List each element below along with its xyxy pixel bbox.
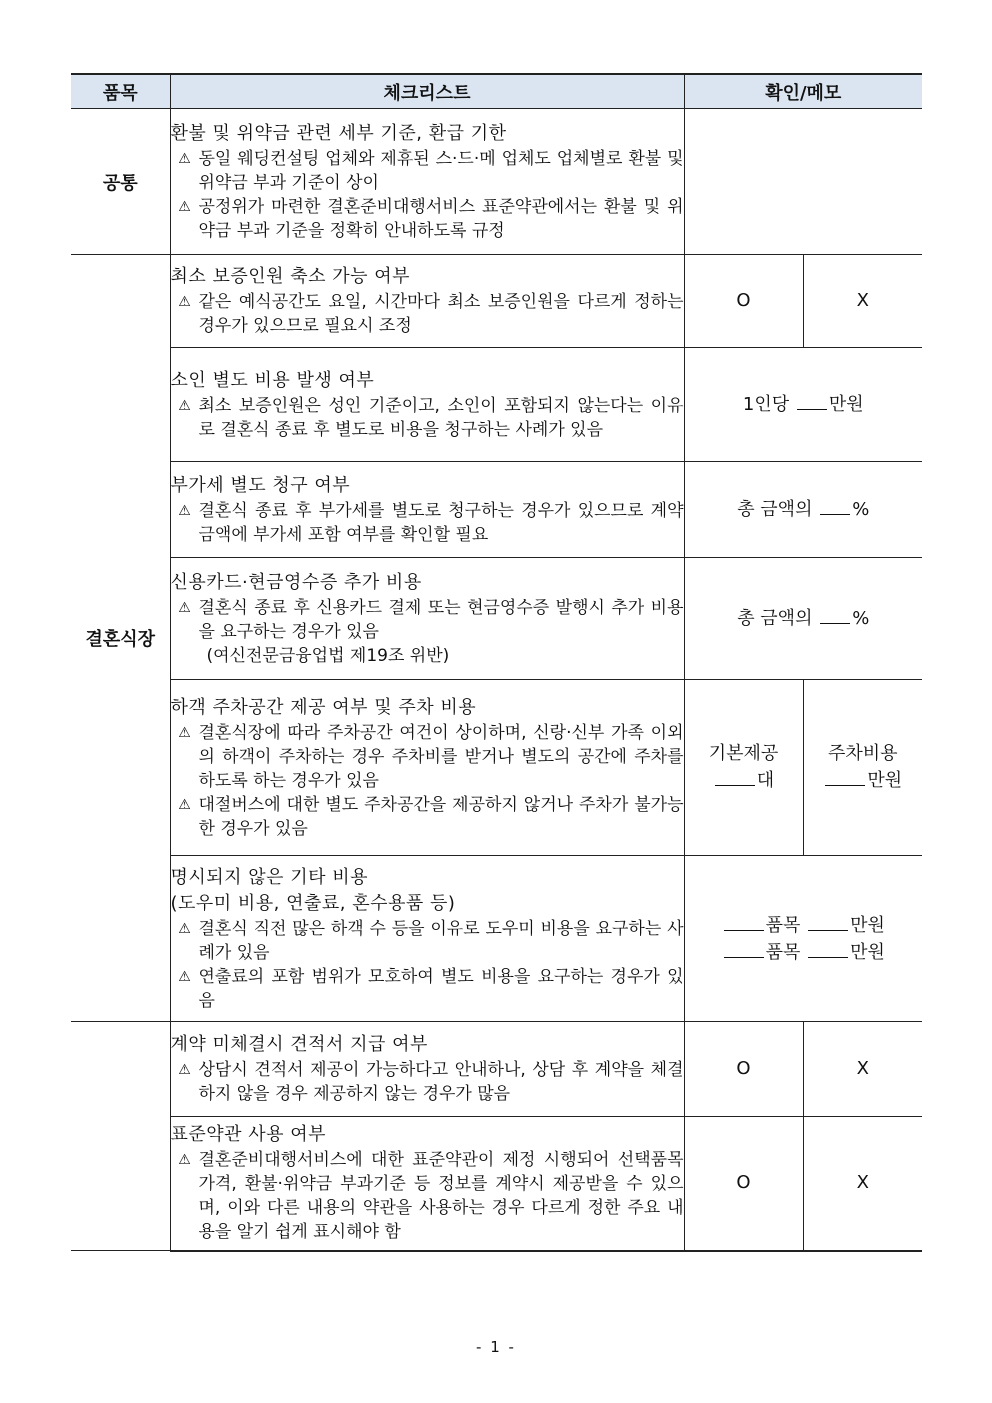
memo-prefix: 1인당 (742, 394, 790, 415)
memo-suffix: 만원 (828, 394, 864, 415)
item-note: 결혼식 직전 많은 하객 수 등을 이유로 도우미 비용을 요구하는 사례가 있음 (198, 918, 684, 963)
item-note: 결혼식 종료 후 신용카드 결제 또는 현금영수증 발행시 추가 비용을 요구하는 경우가 있음 (198, 597, 684, 642)
table-row (71, 1022, 922, 1117)
memo-cell (684, 109, 922, 255)
warning-icon: ⚠ (178, 920, 191, 937)
memo-cell (684, 348, 922, 462)
fill-blank (724, 912, 764, 931)
fill-blank (820, 496, 850, 515)
fill-blank (820, 605, 850, 624)
checklist-item (170, 558, 684, 680)
check-no: X (803, 1117, 922, 1251)
item-note: 공정위가 마련한 결혼준비대행서비스 표준약관에서는 환불 및 위약금 부과 기준을 정확히 안내하도록 규정 (198, 196, 684, 241)
checklist-table (71, 73, 922, 1252)
memo-amount-label: 만원 (850, 941, 885, 963)
table-row (71, 462, 922, 558)
table-row (71, 856, 922, 1022)
fill-blank (715, 767, 755, 786)
check-no: X (803, 255, 922, 348)
memo-cell (684, 856, 922, 1022)
page-number: - 1 - (476, 1338, 516, 1356)
category-common: 공통 (71, 109, 170, 255)
item-subtitle: (도우미 비용, 연출료, 혼수용품 등) (170, 892, 456, 914)
memo-unit: 만원 (867, 770, 903, 791)
warning-icon: ⚠ (178, 796, 191, 813)
checklist-item (170, 462, 684, 558)
checklist-item (170, 680, 684, 856)
warning-icon: ⚠ (178, 724, 191, 741)
table-row (71, 1117, 922, 1251)
warning-icon: ⚠ (178, 150, 191, 167)
checklist-item (170, 109, 684, 255)
item-note: 동일 웨딩컨설팅 업체와 제휴된 스·드·메 업체도 업체별로 환불 및 위약금 부과 기준이 상이 (198, 148, 684, 193)
checklist-item (170, 856, 684, 1022)
item-title: 신용카드·현금영수증 추가 비용 (170, 571, 422, 593)
check-yes: O (684, 255, 803, 348)
header-memo: 확인/메모 (684, 74, 922, 109)
warning-icon: ⚠ (178, 968, 191, 985)
item-title: 표준약관 사용 여부 (170, 1124, 327, 1146)
item-note: 상담시 견적서 제공이 가능하다고 안내하나, 상담 후 계약을 체결하지 않을 경우 제공하지 않는 경우가 많음 (198, 1060, 684, 1104)
warning-icon: ⚠ (178, 198, 191, 215)
warning-icon: ⚠ (178, 294, 191, 310)
item-title: 부가세 별도 청구 여부 (170, 474, 351, 496)
category-venue: 결혼식장 (71, 255, 170, 1022)
item-note-extra: (여신전문금융업법 제19조 위반) (206, 645, 450, 666)
memo-item-label: 품목 (765, 914, 801, 936)
warning-icon: ⚠ (178, 1062, 191, 1078)
item-note: 결혼식 종료 후 부가세를 별도로 청구하는 경우가 있으므로 계약금액에 부가세 포함 여부를 확인할 필요 (198, 500, 684, 545)
memo-suffix: % (852, 608, 870, 629)
item-note: 연출료의 포함 범위가 모호하여 별도 비용을 요구하는 경우가 있음 (198, 966, 684, 1011)
item-title: 명시되지 않은 기타 비용 (170, 866, 369, 888)
header-checklist: 체크리스트 (170, 74, 684, 109)
memo-prefix: 총 금액의 (737, 499, 813, 520)
checklist-item (170, 255, 684, 348)
fill-blank (797, 391, 827, 410)
memo-label: 주차비용 (827, 743, 898, 764)
warning-icon: ⚠ (178, 502, 191, 519)
item-title: 최소 보증인원 축소 가능 여부 (170, 266, 411, 287)
category-blank (71, 1022, 170, 1251)
memo-unit: 대 (756, 770, 775, 791)
checklist-item (170, 1117, 684, 1251)
fill-blank (808, 912, 848, 931)
memo-cell (684, 462, 922, 558)
check-yes: O (684, 1117, 803, 1251)
item-title: 환불 및 위약금 관련 세부 기준, 환급 기한 (170, 122, 507, 144)
header-category: 품목 (71, 74, 170, 109)
fill-blank (724, 939, 764, 958)
warning-icon: ⚠ (178, 599, 191, 616)
parking-cost-cell (803, 680, 922, 856)
item-title: 계약 미체결시 견적서 지급 여부 (170, 1034, 428, 1055)
item-note: 결혼준비대행서비스에 대한 표준약관이 제정 시행되어 선택품목 가격, 환불·위약금 부과기준 등 정보를 계약시 제공받을 수 있으며, 이와 다른 내용의 약관을 사용하는 경우 다르게 정한 주요 내용을 알기 쉽게 표시해야 함 (198, 1150, 684, 1243)
table-row (71, 109, 922, 255)
table-row (71, 558, 922, 680)
parking-basic-cell (684, 680, 803, 856)
item-note: 같은 예식공간도 요일, 시간마다 최소 보증인원을 다르게 정하는 경우가 있으므로 필요시 조정 (198, 292, 684, 336)
fill-blank (825, 767, 865, 786)
table-row (71, 255, 922, 348)
fill-blank (808, 939, 848, 958)
checklist-item (170, 348, 684, 462)
memo-item-label: 품목 (765, 941, 801, 963)
table-row (71, 680, 922, 856)
check-no: X (803, 1022, 922, 1117)
memo-cell (684, 558, 922, 680)
check-yes: O (684, 1022, 803, 1117)
item-note: 최소 보증인원은 성인 기준이고, 소인이 포함되지 않는다는 이유로 결혼식 종료 후 별도로 비용을 청구하는 사례가 있음 (198, 395, 684, 440)
warning-icon: ⚠ (178, 1152, 191, 1169)
item-title: 소인 별도 비용 발생 여부 (170, 369, 375, 391)
table-row (71, 348, 922, 462)
memo-prefix: 총 금액의 (737, 608, 813, 629)
item-title: 하객 주차공간 제공 여부 및 주차 비용 (170, 696, 477, 718)
memo-label: 기본제공 (708, 743, 779, 764)
item-note: 대절버스에 대한 별도 주차공간을 제공하지 않거나 주차가 불가능한 경우가 있음 (198, 794, 684, 839)
memo-suffix: % (852, 499, 870, 520)
checklist-item (170, 1022, 684, 1117)
memo-amount-label: 만원 (850, 914, 885, 936)
item-note: 결혼식장에 따라 주차공간 여건이 상이하며, 신랑·신부 가족 이외의 하객이 주차하는 경우 주차비를 받거나 별도의 공간에 주차를 하도록 하는 경우가 있음 (198, 722, 684, 791)
warning-icon: ⚠ (178, 397, 191, 414)
header-row (71, 74, 922, 109)
